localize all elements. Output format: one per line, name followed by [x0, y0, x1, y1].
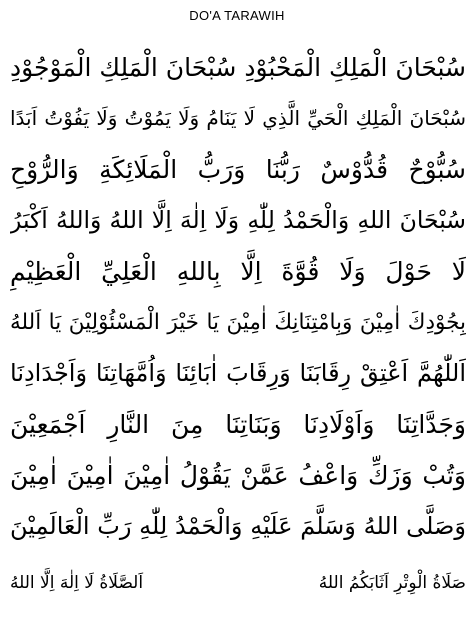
text-line-7: اَللّٰهُمَّ اَعْتِقْ رِقَابَنَا وَرِقَابَ اٰبَائِنَا وَاُمَّهَاتِنَا وَاَجْدَادِنَا — [10, 359, 466, 387]
text-line-3: سُبُّوْحٌ قُدُّوْسٌ رَبُّنَا وَرَبُّ الْمَلَائِكَةِ وَالرُّوْحِ — [10, 155, 466, 184]
closing-line-right: صَلَاةُ الْوِتْرِ اَثَابَكُمُ اللهُ — [318, 573, 466, 593]
text-line-8: وَجَدَّاتِنَا وَاَوْلَادِنَا وَبَنَاتِنَا مِنَ النَّارِ اَجْمَعِيْنَ — [10, 410, 466, 439]
text-line-1: سُبْحَانَ الْمَلِكِ الْمَحْبُوْدِ سُبْحَانَ الْمَلِكِ الْمَوْجُوْدِ — [10, 53, 466, 82]
document-title: DO'A TARAWIH — [189, 8, 285, 23]
text-line-10: وَصَلَّى اللهُ وَسَلَّمَ عَلَيْهِ وَالْحَمْدُ لِلّٰهِ رَبِّ الْعَالَمِيْنَ — [10, 512, 466, 540]
text-line-5: لَا حَوْلَ وَلَا قُوَّةَ اِلَّا بِاللهِ الْعَلِيِّ الْعَظِيْمِ — [10, 257, 466, 286]
closing-line — [10, 568, 466, 598]
closing-line-left: اَلصَّلَاةُ لَا اِلٰهَ اِلَّا اللهُ — [10, 573, 144, 593]
text-line-6: بِجُوْدِكَ اٰمِيْنَ وَبِامْتِنَانِكَ اٰمِيْنَ يَا خَيْرَ الْمَسْئُوْلِيْنَ يَا اَللهُ — [10, 310, 466, 335]
text-line-4: سُبْحَانَ اللهِ وَالْحَمْدُ لِلّٰهِ وَلَا اِلٰهَ اِلَّا اللهُ وَاللهُ اَكْبَرُ — [10, 206, 466, 234]
text-line-2: سُبْحَانَ الْمَلِكِ الْحَيِّ الَّذِي لَا يَنَامُ وَلَا يَمُوْتُ وَلَا يَفُوْتُ اَبَدًا — [10, 106, 466, 130]
text-line-9: وَتُبْ وَزَكِّ وَاعْفُ عَمَّنْ يَقُوْلُ اٰمِيْنَ اٰمِيْنَ اٰمِيْنَ — [10, 461, 466, 490]
arabic-text-block — [10, 42, 466, 552]
